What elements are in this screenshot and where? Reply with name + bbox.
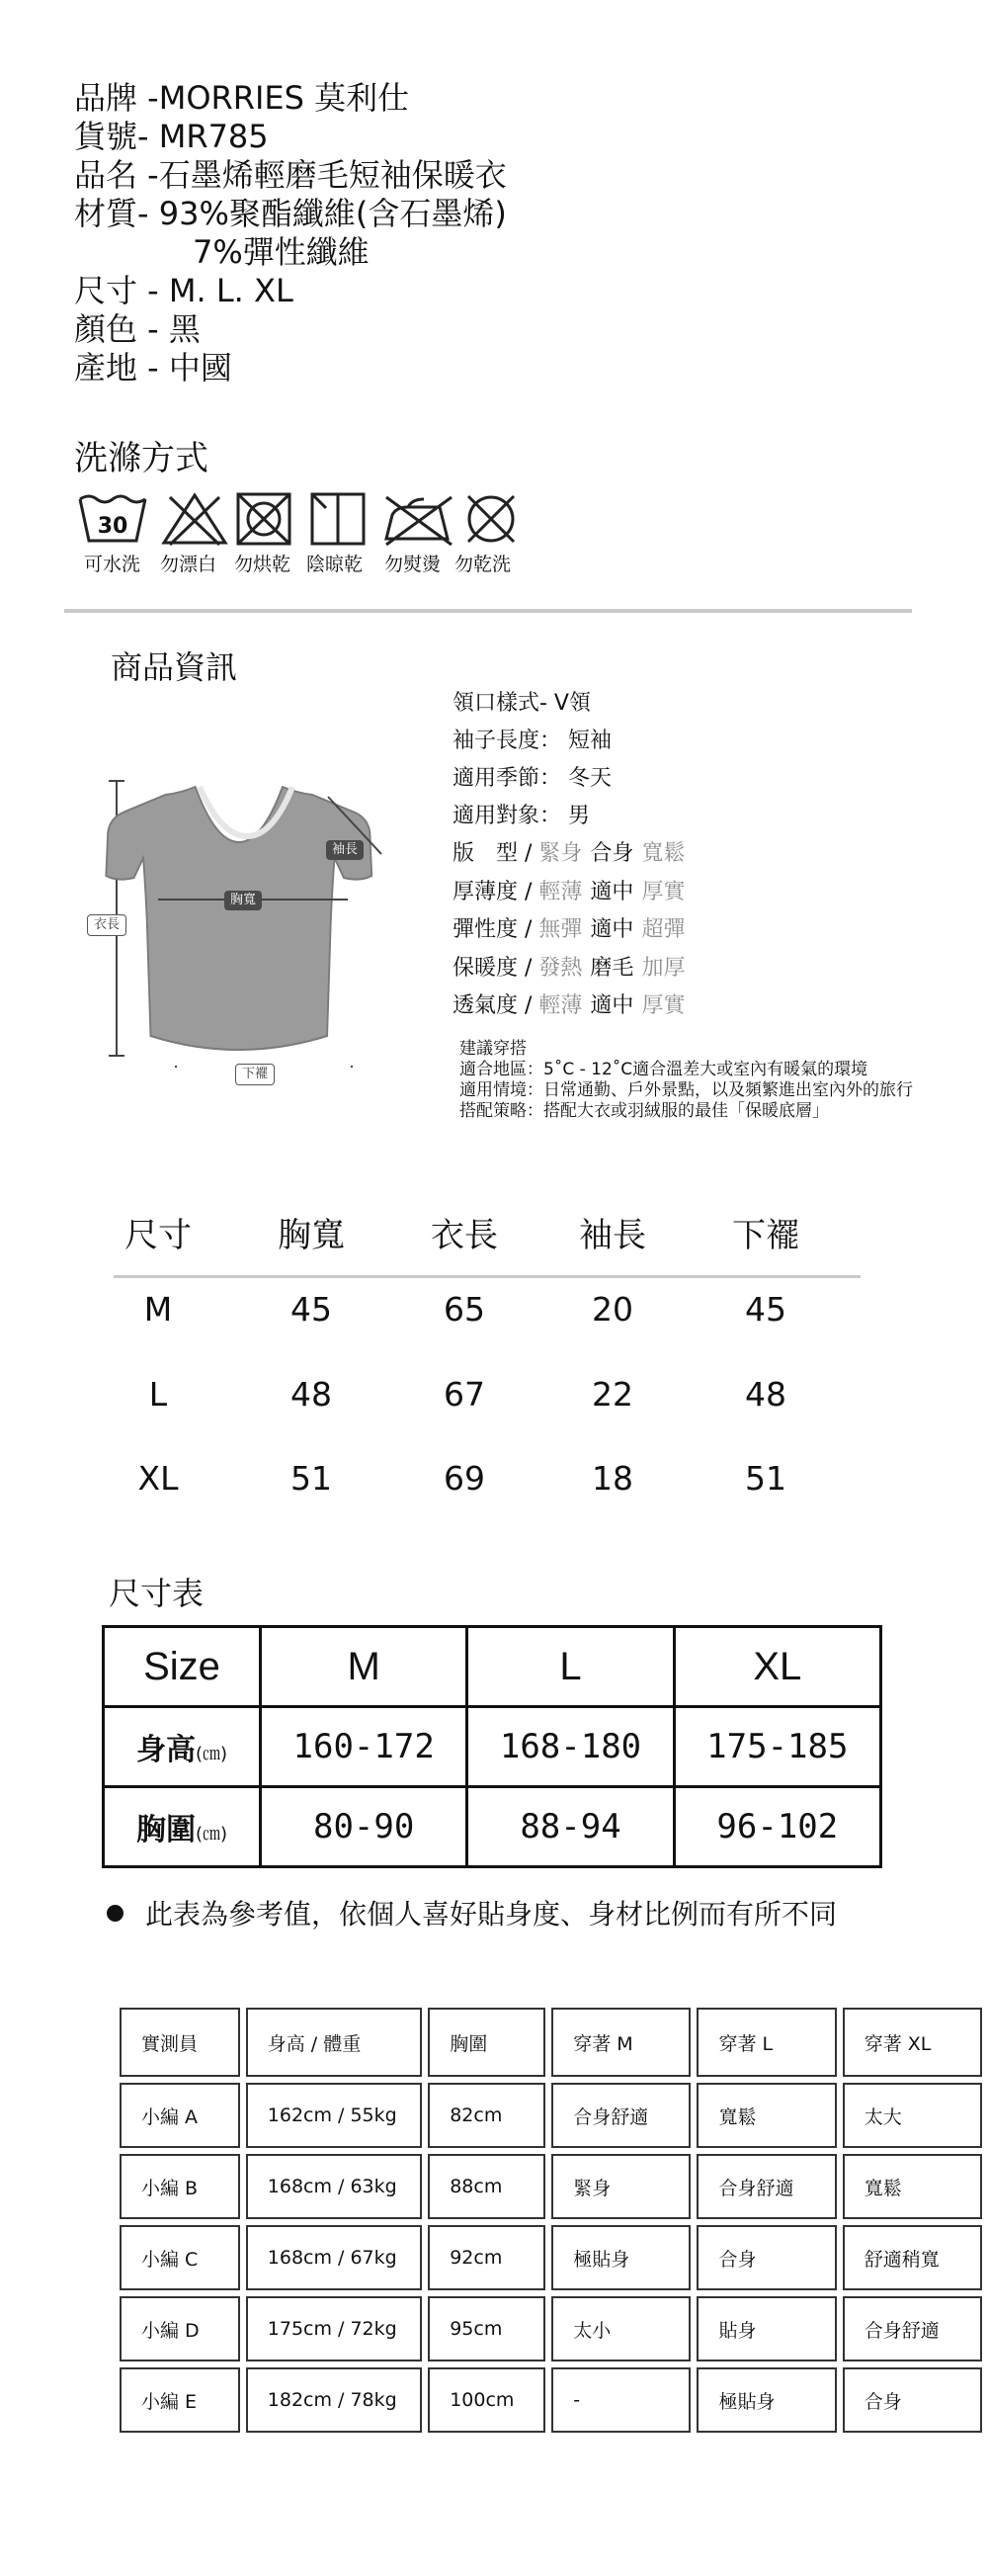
tester-cell: 82cm [428, 2083, 545, 2148]
tester-cell: 太小 [551, 2296, 691, 2361]
tester-header-cell: 實測員 [120, 2008, 240, 2077]
attr-scale-option: 加厚 [641, 955, 686, 981]
tester-cell: 100cm [428, 2367, 545, 2433]
size-chart-chest-row [104, 1787, 881, 1867]
measurement-cell: 69 [444, 1459, 485, 1498]
attr-scale-option: 合身 [590, 841, 634, 866]
measurement-cell: 51 [290, 1459, 332, 1498]
note-region: 適合地區：5˚C - 12˚C適合溫差大或室內有暖氣的環境 [459, 1060, 868, 1079]
size-chart-cell: 96-102 [674, 1787, 880, 1867]
no-iron-icon [378, 491, 457, 547]
wash-label-no-iron: 勿熨燙 [384, 554, 442, 575]
tester-cell: 寬鬆 [697, 2083, 836, 2148]
tester-cell: 88cm [428, 2154, 545, 2219]
tag-sleeve: 袖長 [326, 840, 364, 860]
spec-item-no: 貨號- MR785 [74, 118, 269, 155]
attr-scale-label: 彈性度 / [453, 917, 539, 942]
tester-cell: 極貼身 [551, 2225, 691, 2290]
measurement-cell: 65 [444, 1290, 485, 1329]
size-chart-note: 此表為參考值，依個人喜好貼身度、身材比例而有所不同 [107, 1893, 837, 1932]
measurement-cell: 51 [745, 1459, 786, 1498]
table-row [120, 2225, 982, 2290]
attr-scale-option: 寬鬆 [641, 841, 686, 866]
table-row [120, 2367, 982, 2433]
attr-scale-row [453, 916, 693, 944]
tester-cell: 寬鬆 [843, 2154, 982, 2219]
attr-scale-option: 厚實 [641, 879, 686, 904]
spec-brand: 品牌 -MORRIES 莫利仕 [74, 79, 410, 117]
measurement-cell: L [148, 1375, 168, 1414]
no-tumble-dry-icon [233, 491, 294, 547]
tester-cell: 168cm / 67kg [246, 2225, 422, 2290]
tester-cell: 小編 B [120, 2154, 240, 2219]
tester-header-cell: 身高 / 體重 [246, 2008, 422, 2077]
tester-header-cell: 胸圍 [428, 2008, 545, 2077]
size-chart-header: Size [104, 1627, 261, 1707]
measurement-header: 胸寬 [278, 1216, 345, 1255]
tester-cell: 合身舒適 [843, 2296, 982, 2361]
measurement-cell: 45 [290, 1290, 332, 1329]
table-row [120, 2296, 982, 2361]
tag-chest: 胸寬 [224, 891, 262, 910]
size-chart-header-row [104, 1627, 881, 1707]
tester-cell: 小編 E [120, 2367, 240, 2433]
no-dry-clean-icon [462, 491, 520, 547]
tester-header-cell: 穿著 M [551, 2008, 691, 2077]
size-chart-cell: 80-90 [261, 1787, 467, 1867]
hand-wash-30-icon [77, 491, 148, 547]
size-chart-table [102, 1625, 882, 1868]
tag-length: 衣長 [87, 914, 126, 936]
measurement-cell: M [143, 1290, 173, 1329]
tester-cell: 合身 [697, 2225, 836, 2290]
attr-target: 適用對象： 男 [453, 804, 590, 828]
attr-scale-option: 輕薄 [538, 879, 583, 904]
attr-scale-label: 保暖度 / [453, 955, 539, 981]
tester-cell: 合身舒適 [697, 2154, 836, 2219]
attr-scale-option: 無彈 [538, 917, 583, 942]
tester-cell: 貼身 [697, 2296, 836, 2361]
tester-cell: 92cm [428, 2225, 545, 2290]
tester-cell: 極貼身 [697, 2367, 836, 2433]
section-divider [64, 609, 912, 613]
attr-scale-option: 適中 [590, 917, 634, 942]
attr-scale-option: 輕薄 [538, 993, 583, 1018]
size-chart-header: M [261, 1627, 467, 1707]
size-chart-cell: 88-94 [467, 1787, 674, 1867]
attr-scale-option: 超彈 [641, 917, 686, 942]
measurement-header: 衣長 [431, 1216, 498, 1255]
attr-season: 適用季節： 冬天 [453, 766, 612, 791]
size-chart-height-label: 身高(㎝) [104, 1707, 261, 1787]
size-chart-title: 尺寸表 [109, 1575, 205, 1612]
size-chart-chest-label: 胸圍(㎝) [104, 1787, 261, 1867]
tester-header-cell: 穿著 XL [843, 2008, 982, 2077]
tester-cell: 合身 [843, 2367, 982, 2433]
note-title: 建議穿搭 [459, 1039, 527, 1059]
tester-cell: 95cm [428, 2296, 545, 2361]
measurement-cell: 48 [290, 1375, 332, 1414]
measurement-cell: 18 [592, 1459, 633, 1498]
size-chart-header: XL [674, 1627, 880, 1707]
attr-scale-row [453, 955, 693, 983]
attr-scale-label: 透氣度 / [453, 993, 539, 1018]
attr-scale-label: 厚薄度 / [453, 879, 539, 904]
size-chart-cell: 168-180 [467, 1707, 674, 1787]
spec-name: 品名 -石墨烯輕磨毛短袖保暖衣 [74, 156, 507, 194]
attr-neckline: 領口樣式- V領 [453, 691, 591, 716]
size-chart-cell: 160-172 [261, 1707, 467, 1787]
wash-label-shade-dry: 陰晾乾 [306, 554, 364, 575]
wash-title: 洗滌方式 [74, 439, 208, 478]
tester-header-row [120, 2008, 982, 2077]
measurement-cell: 48 [745, 1375, 786, 1414]
table-row [120, 2154, 982, 2219]
shirt-diagram [79, 771, 395, 1087]
wash-label-no-dry-clean: 勿乾洗 [454, 554, 512, 575]
note-scenario: 適用情境：日常通勤、戶外景點，以及頻繁進出室內外的旅行 [459, 1080, 913, 1100]
tester-cell: - [551, 2367, 691, 2433]
attr-scale-option: 磨毛 [590, 955, 634, 981]
measurement-header: 袖長 [579, 1216, 646, 1255]
wash-label-no-tumble-dry: 勿烘乾 [234, 554, 291, 575]
tester-cell: 小編 A [120, 2083, 240, 2148]
measurement-cell: 22 [592, 1375, 633, 1414]
tester-table [114, 2002, 988, 2439]
table-row [120, 2083, 982, 2148]
measurement-cell: XL [137, 1459, 179, 1498]
shade-dry-icon [308, 491, 368, 547]
tester-cell: 舒適稍寬 [843, 2225, 982, 2290]
measurement-cell: 20 [592, 1290, 633, 1329]
tester-cell: 182cm / 78kg [246, 2367, 422, 2433]
tester-cell: 太大 [843, 2083, 982, 2148]
bullet-icon [107, 1905, 124, 1922]
attr-scale-option: 厚實 [641, 993, 686, 1018]
spec-size: 尺寸 - M. L. XL [74, 272, 293, 309]
spec-origin: 產地 - 中國 [74, 349, 232, 386]
tag-hem: 下襬 [235, 1064, 275, 1085]
measurement-divider [114, 1275, 861, 1278]
tester-cell: 緊身 [551, 2154, 691, 2219]
wash-temp: 30 [97, 514, 128, 539]
attr-scale-option: 緊身 [538, 841, 583, 866]
measurement-cell: 67 [444, 1375, 485, 1414]
measurement-header: 下襬 [732, 1216, 799, 1255]
wash-label-no-bleach: 勿漂白 [160, 554, 217, 575]
attr-scale-label: 版 型 / [453, 841, 539, 866]
info-title: 商品資訊 [111, 648, 238, 686]
no-bleach-icon [160, 491, 229, 547]
attr-scale-option: 適中 [590, 879, 634, 904]
note-styling: 搭配策略：搭配大衣或羽絨服的最佳「保暖底層」 [459, 1101, 829, 1121]
spec-material-2: 7%彈性纖維 [193, 233, 370, 271]
measurement-header: 尺寸 [124, 1216, 192, 1255]
spec-material: 材質- 93%聚酯纖維(含石墨烯) [74, 195, 507, 232]
tester-cell: 小編 D [120, 2296, 240, 2361]
size-chart-header: L [467, 1627, 674, 1707]
attr-scale-option: 發熱 [538, 955, 583, 981]
tester-cell: 162cm / 55kg [246, 2083, 422, 2148]
size-chart-cell: 175-185 [674, 1707, 880, 1787]
attr-scale-row [453, 992, 693, 1020]
measurement-cell: 45 [745, 1290, 786, 1329]
wash-label-hand-wash: 可水洗 [84, 554, 141, 575]
tester-cell: 175cm / 72kg [246, 2296, 422, 2361]
tester-cell: 小編 C [120, 2225, 240, 2290]
size-chart-height-row [104, 1707, 881, 1787]
tester-header-cell: 穿著 L [697, 2008, 836, 2077]
tester-cell: 合身舒適 [551, 2083, 691, 2148]
attr-scale-row [453, 879, 693, 906]
tester-cell: 168cm / 63kg [246, 2154, 422, 2219]
attr-scale-option: 適中 [590, 993, 634, 1018]
spec-color: 顏色 - 黑 [74, 310, 201, 348]
attr-scale-row [453, 840, 693, 868]
attr-sleeve-length: 袖子長度： 短袖 [453, 729, 612, 753]
